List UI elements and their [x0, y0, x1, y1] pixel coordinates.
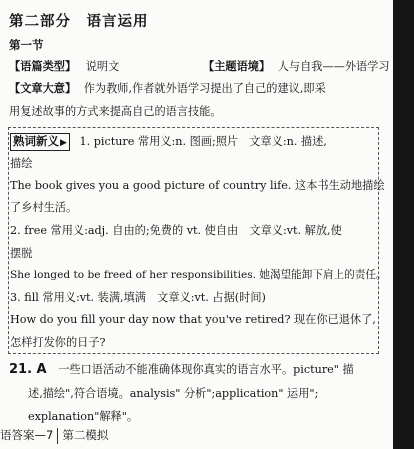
theme-row — [203, 58, 390, 74]
vocab-line-8: 3. fill 常用义:vt. 装满,填满 文章义:vt. 占据(时间) — [10, 291, 266, 304]
vocab-tag: 熟词新义▶ — [10, 133, 70, 151]
summary-row — [9, 80, 326, 96]
page-footer — [0, 427, 108, 444]
vocab-line-4: 了乡村生活。 — [10, 201, 78, 214]
vocab-line-3: The book gives you a good picture of country life. 这本书生动地描绘 — [10, 179, 385, 192]
answer-number: 21. A — [9, 362, 47, 377]
answer-line-1: 一些口语活动不能准确体现你真实的语言水平。picture" 描 — [58, 363, 354, 376]
subsection-title: 第一节 — [9, 38, 44, 52]
answer-line-3: explanation"解释"。 — [28, 410, 139, 423]
dark-edge-bar — [393, 0, 414, 449]
vocab-line-9: How do you fill your day now that you've retired? 现在你已退休了, — [10, 313, 376, 326]
answer-line-2: 述,描绘",符合语境。analysis" 分析";application" 运用"; — [28, 387, 319, 400]
footer-divider — [57, 428, 58, 444]
section-title: 第二部分 语言运用 — [9, 14, 149, 30]
genre-label: 【语篇类型】 — [9, 60, 77, 73]
summary-label: 【文章大意】 — [9, 82, 77, 95]
triangle-right-icon: ▶ — [60, 138, 67, 148]
summary-line-1: 作为教师,作者就外语学习提出了自己的建议,即采 — [83, 82, 326, 95]
genre-value: 说明文 — [85, 60, 120, 73]
vocab-line-7: She longed to be freed of her responsibilities. 她渴望能卸下肩上的责任。 — [10, 269, 387, 281]
footer-left: 语答案—7 — [0, 428, 54, 442]
genre-row — [9, 58, 119, 74]
vocab-text: 1. picture 常用义:n. 图画;照片 文章义:n. 描述, — [79, 135, 327, 148]
footer-right: 第二模拟 — [62, 428, 109, 442]
vocab-line-10: 怎样打发你的日子? — [10, 336, 106, 349]
vocab-line-6: 摆脱 — [10, 247, 33, 260]
answer-row — [9, 361, 354, 377]
vocab-line-1 — [10, 133, 327, 151]
theme-value: 人与自我——外语学习 — [277, 60, 390, 73]
theme-label: 【主题语境】 — [203, 60, 271, 73]
vocab-line-2: 描绘 — [10, 157, 33, 170]
vocab-line-5: 2. free 常用义:adj. 自由的;免费的 vt. 使自由 文章义:vt. 解放,使 — [10, 224, 342, 237]
summary-line-2: 用复述故事的方式来提高自己的语言技能。 — [9, 105, 222, 118]
